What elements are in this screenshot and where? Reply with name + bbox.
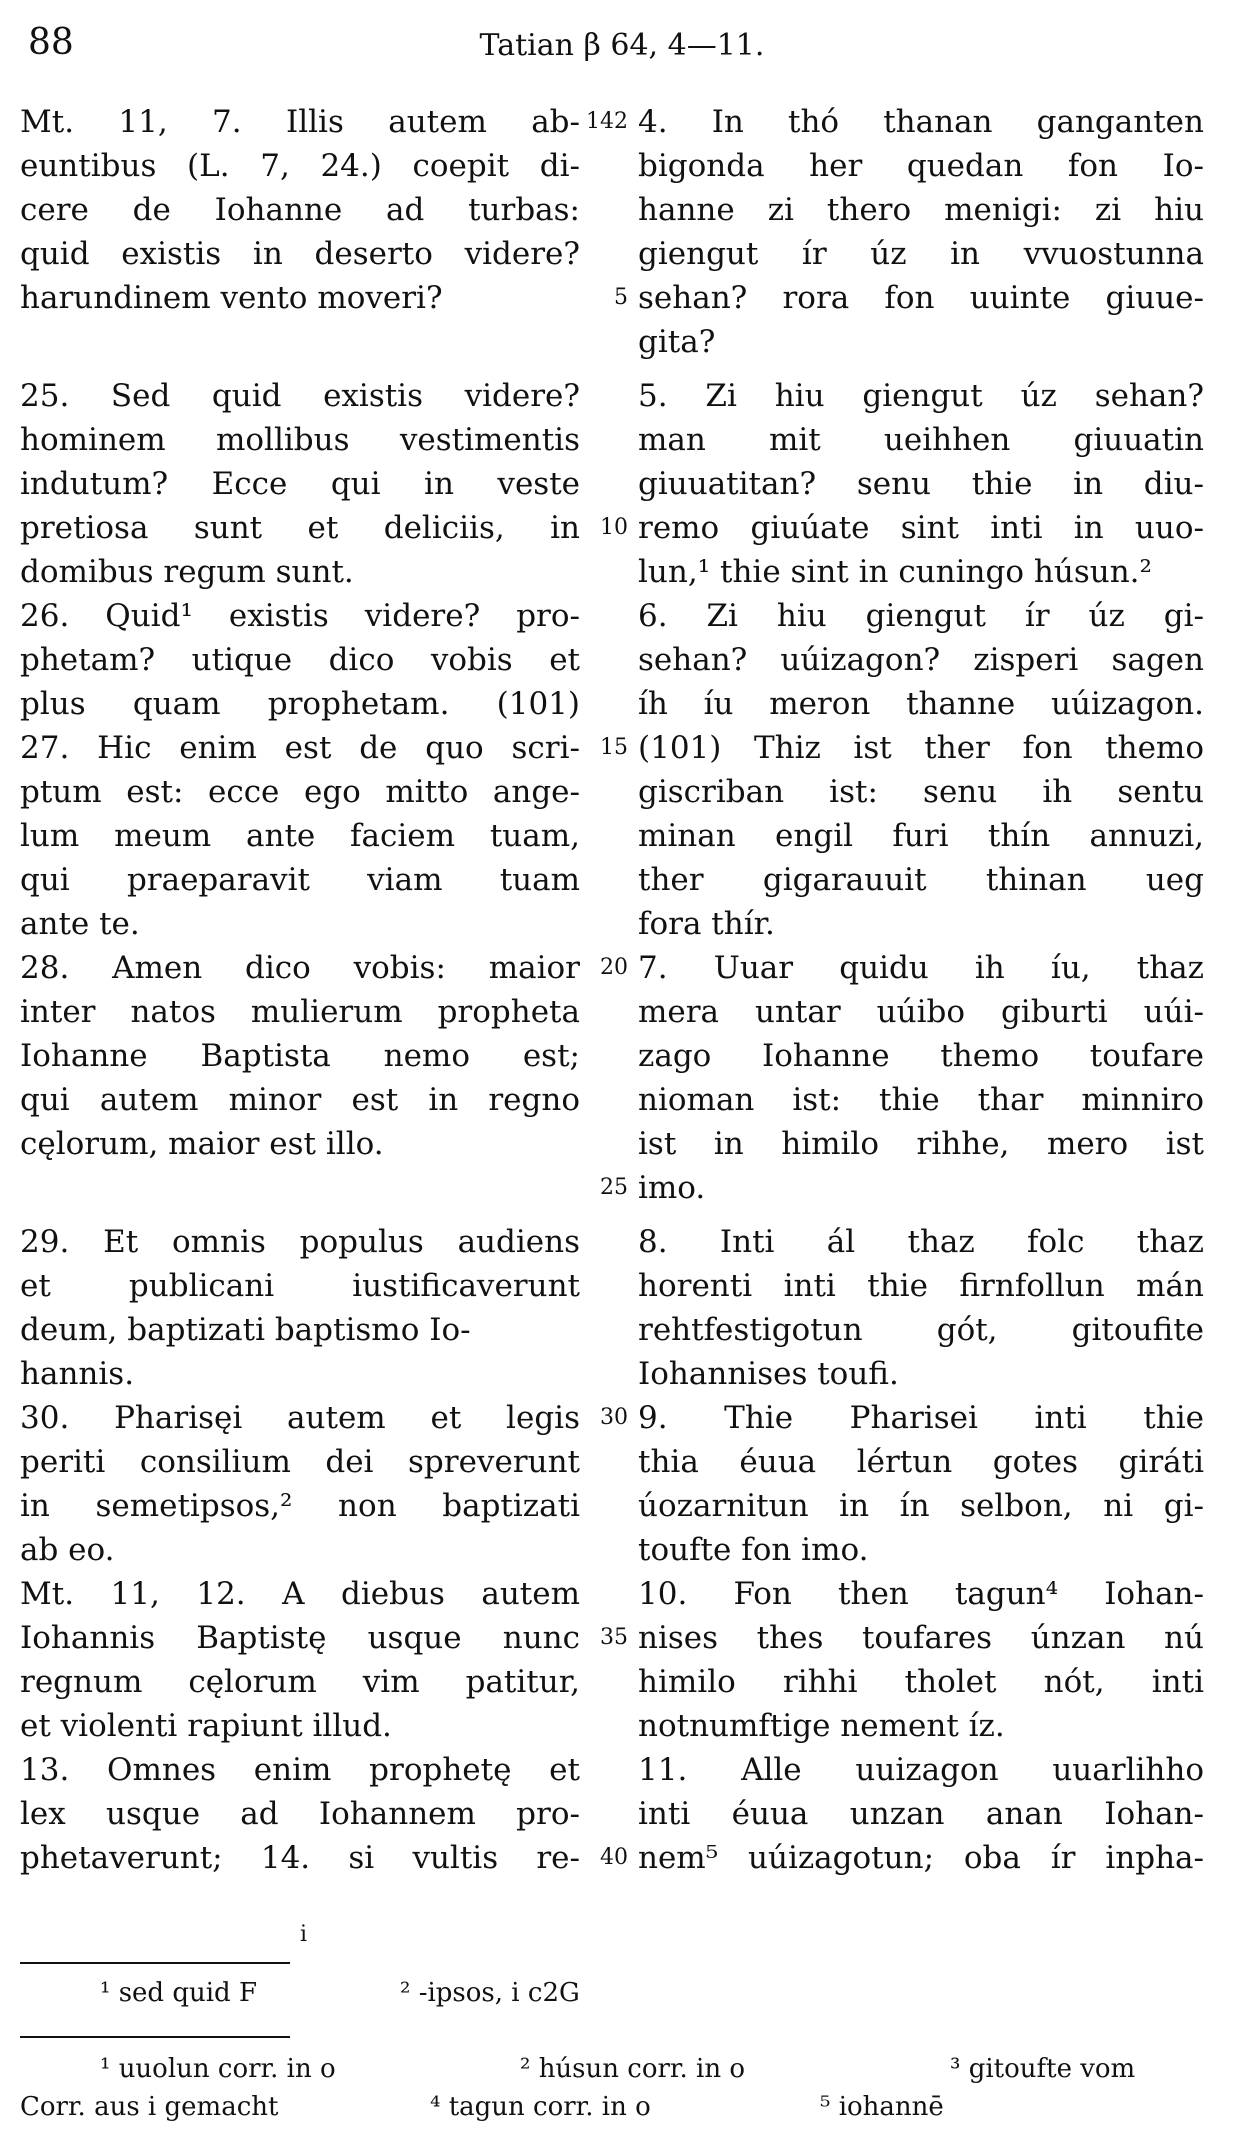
old-high-german-line: hanne zi thero menigi: zi hiu [638,192,1204,228]
old-high-german-line: giscriban ist: senu ih sentu [638,774,1204,810]
old-high-german-line: 5. Zi hiu giengut úz sehan? [638,378,1204,414]
text-row [20,1792,1224,1836]
footnote-ahd-3: ³ gitoufte vom [950,2054,1136,2084]
latin-line: et violenti rapiunt illud. [20,1708,392,1744]
running-head: Tatian β 64, 4—11. [479,28,765,63]
footnote-latin-1: ¹ sed quid F [100,1978,257,2008]
latin-line: pretiosa sunt et deliciis, in [20,510,580,546]
text-row [20,1308,1224,1352]
text-row [20,1264,1224,1308]
latin-line: Mt. 11, 12. A diebus autem [20,1576,580,1612]
old-high-german-line: himilo rihhi tholet nót, inti [638,1664,1204,1700]
latin-line: harundinem vento moveri? [20,280,443,316]
parallel-text [20,100,1224,1880]
latin-line: in semetipsos,² non baptizati [20,1488,580,1524]
latin-line: ptum est: ecce ego mitto ange- [20,774,580,810]
latin-line: phetam? utique dico vobis et [20,642,580,678]
text-row [20,188,1224,232]
old-high-german-line: man mit ueihhen giuuatin [638,422,1204,458]
old-high-german-line: fora thír. [638,906,775,942]
text-row [20,1396,1224,1440]
latin-line: Iohannis Baptistę usque nunc [20,1620,580,1656]
latin-line: lum meum ante faciem tuam, [20,818,580,854]
latin-line: Mt. 11, 7. Illis autem ab- [20,104,580,140]
text-row [20,320,1224,374]
text-row [20,638,1224,682]
text-row [20,1220,1224,1264]
old-high-german-line: 11. Alle uuizagon uuarlihho [638,1752,1204,1788]
text-row [20,1528,1224,1572]
page-header [22,22,1222,72]
footnote-ahd-3-cont: Corr. aus i gemacht [20,2092,279,2122]
latin-line: et publicani iustificaverunt [20,1268,580,1304]
latin-line: 28. Amen dico vobis: maior [20,950,580,986]
latin-line: ab eo. [20,1532,115,1568]
footnote-ahd-4: ⁴ tagun corr. in o [430,2092,651,2122]
old-high-german-line: lun,¹ thie sint in cuningo húsun.² [638,554,1152,590]
text-row [20,770,1224,814]
line-number: 30 [600,1405,628,1430]
latin-line: hannis. [20,1356,135,1392]
latin-line: qui autem minor est in regno [20,1082,580,1118]
text-row [20,1748,1224,1792]
latin-line: periti consilium dei spreverunt [20,1444,580,1480]
line-number: 5 [614,285,628,310]
page-number: 88 [28,22,74,63]
text-row [20,1484,1224,1528]
footnote-ahd-1: ¹ uuolun corr. in o [100,2054,336,2084]
old-high-german-line: rehtfestigotun gót, gitoufite [638,1312,1204,1348]
latin-line: hominem mollibus vestimentis [20,422,580,458]
text-row [20,506,1224,550]
old-high-german-line: 9. Thie Pharisei inti thie [638,1400,1204,1436]
latin-line: cęlorum, maior est illo. [20,1126,384,1162]
text-row [20,418,1224,462]
text-row [20,1352,1224,1396]
old-high-german-line: zago Iohanne themo toufare [638,1038,1204,1074]
old-high-german-line: giengut ír úz in vvuostunna [638,236,1204,272]
line-number: 15 [600,735,628,760]
footnote-ahd-2: ² húsun corr. in o [520,2054,745,2084]
text-row [20,946,1224,990]
old-high-german-line: sehan? uúizagon? zisperi sagen [638,642,1204,678]
old-high-german-line: nioman ist: thie thar minniro [638,1082,1204,1118]
latin-line: 13. Omnes enim prophetę et [20,1752,580,1788]
old-high-german-line: remo giuúate sint inti in uuo- [638,510,1204,546]
old-high-german-line: nem⁵ uúizagotun; oba ír inpha- [638,1840,1204,1876]
old-high-german-line: giuuatitan? senu thie in diu- [638,466,1204,502]
text-row [20,276,1224,320]
text-row [20,1166,1224,1220]
latin-line: inter natos mulierum propheta [20,994,580,1030]
old-high-german-line: horenti inti thie firnfollun mán [638,1268,1204,1304]
old-high-german-line: notnumftige nement íz. [638,1708,1005,1744]
text-row [20,100,1224,144]
old-high-german-line: gita? [638,324,716,360]
latin-line: 25. Sed quid existis videre? [20,378,580,414]
old-high-german-line: nises thes toufares únzan nú [638,1620,1204,1656]
old-high-german-line: toufte fon imo. [638,1532,869,1568]
latin-line: 26. Quid¹ existis videre? pro- [20,598,580,634]
old-high-german-line: Iohannises toufi. [638,1356,899,1392]
text-row [20,462,1224,506]
latin-line: indutum? Ecce qui in veste [20,466,580,502]
text-row [20,1616,1224,1660]
old-high-german-line: imo. [638,1170,706,1206]
old-high-german-line: 6. Zi hiu giengut ír úz gi- [638,598,1204,634]
latin-line: ante te. [20,906,140,942]
text-row [20,858,1224,902]
latin-line: Iohanne Baptista nemo est; [20,1038,580,1074]
text-row [20,1572,1224,1616]
latin-line: regnum cęlorum vim patitur, [20,1664,580,1700]
line-number: 20 [600,955,628,980]
text-row [20,902,1224,946]
line-number: 40 [600,1845,628,1870]
old-high-german-line: ist in himilo rihhe, mero ist [638,1126,1204,1162]
text-row [20,1660,1224,1704]
old-high-german-line: 4. In thó thanan ganganten [638,104,1204,140]
footnote-separator-latin [20,1962,290,1964]
latin-line: quid existis in deserto videre? [20,236,580,272]
old-high-german-line: thia éuua lértun gotes giráti [638,1444,1204,1480]
footnote-separator-ahd [20,2036,290,2038]
latin-line: qui praeparavit viam tuam [20,862,580,898]
latin-line: deum, baptizati baptismo Io- [20,1312,471,1348]
text-row [20,144,1224,188]
text-row [20,682,1224,726]
old-high-german-line: 8. Inti ál thaz folc thaz [638,1224,1204,1260]
old-high-german-line: 7. Uuar quidu ih íu, thaz [638,950,1204,986]
old-high-german-line: (101) Thiz ist ther fon themo [638,730,1204,766]
text-row [20,594,1224,638]
line-number: 35 [600,1625,628,1650]
line-number: 142 [586,109,628,134]
old-high-german-line: úozarnitun in ín selbon, ni gi- [638,1488,1204,1524]
text-row [20,1836,1224,1880]
old-high-german-line: íh íu meron thanne uúizagon. [638,686,1204,722]
old-high-german-line: ther gigarauuit thinan ueg [638,862,1204,898]
text-row [20,1440,1224,1484]
text-row [20,990,1224,1034]
footnote-latin-2: ² -ipsos, i c2G [400,1978,580,2008]
latin-line: lex usque ad Iohannem pro- [20,1796,580,1832]
old-high-german-line: sehan? rora fon uuinte giuue- [638,280,1204,316]
old-high-german-line: 10. Fon then tagun⁴ Iohan- [638,1576,1204,1612]
line-number: 10 [600,515,628,540]
latin-line: cere de Iohanne ad turbas: [20,192,580,228]
latin-line: plus quam prophetam. (101) [20,686,580,722]
text-row [20,1078,1224,1122]
text-row [20,1034,1224,1078]
old-high-german-line: mera untar uúibo giburti uúi- [638,994,1204,1030]
old-high-german-line: bigonda her quedan fon Io- [638,148,1204,184]
text-row [20,232,1224,276]
text-row [20,726,1224,770]
latin-line: 29. Et omnis populus audiens [20,1224,580,1260]
text-row [20,1704,1224,1748]
text-row [20,374,1224,418]
footnote-ahd-5: ⁵ iohannē [820,2092,944,2122]
old-high-german-line: inti éuua unzan anan Iohan- [638,1796,1204,1832]
text-row [20,550,1224,594]
line-number: 25 [600,1175,628,1200]
footnote-superscript: i [300,1922,308,1947]
latin-line: phetaverunt; 14. si vultis re- [20,1840,580,1876]
latin-line: domibus regum sunt. [20,554,354,590]
text-row [20,1122,1224,1166]
latin-line: euntibus (L. 7, 24.) coepit di- [20,148,580,184]
latin-line: 27. Hic enim est de quo scri- [20,730,580,766]
text-row [20,814,1224,858]
old-high-german-line: minan engil furi thín annuzi, [638,818,1204,854]
latin-line: 30. Pharisęi autem et legis [20,1400,580,1436]
